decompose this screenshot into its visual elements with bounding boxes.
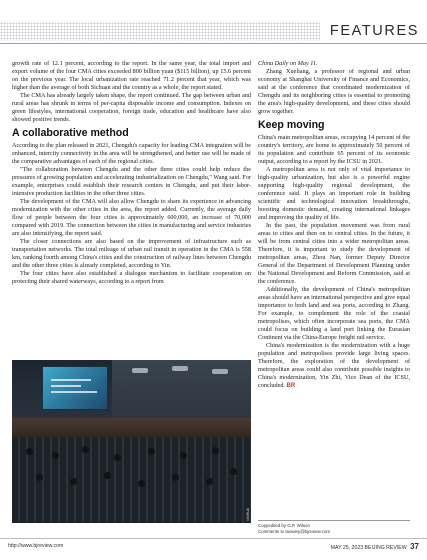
photo-seats: [12, 438, 251, 523]
header-rule: [0, 43, 427, 44]
page-number: 37: [410, 542, 419, 551]
end-mark: BR: [286, 383, 296, 389]
conference-photo: [12, 360, 251, 523]
copyeditor-credit: Copyedited by G.P. Wilson: [258, 523, 310, 528]
photo-light: [172, 366, 188, 371]
paragraph: The CMA has already largely taken shape, the report continued. The gap between urban and rural areas has shrunk in terms of per-capita disposable income and consumption. Indexes on green lifestyles, international cooperation, foreign trade, education and healthcare have also showed positive trends.: [12, 92, 251, 123]
photo-screen: [42, 366, 108, 410]
photo-credit: XINHUA: [246, 507, 250, 521]
issue-date: MAY 25, 2023 BEIJING REVIEW: [330, 545, 407, 551]
paragraph: China's main metropolitan areas, occupying 14 percent of the country's territory, are home to approximately 50 percent of its population and contribute 65 percent of its economic output, according to a report by the ICSU in 2021.: [258, 134, 410, 165]
comments-email[interactable]: Comments to taoweiy@bjreview.com: [258, 529, 331, 534]
paragraph: The development of the CMA will also allow Chengdu to share its experience in advancing modernization with the other cities in the area, the report added. Currently, the average daily flow of people between the four cities is approximately 600,000, an increase of 70,000 compared with 2019. The connection between the cities in manufacturing and service industries are also intensifying, the report said.: [12, 198, 251, 237]
photo-light: [212, 369, 228, 374]
paragraph: The four cities have also established a dialogue mechanism to facilitate cooperation on protecting their shared waterways, according to a report from: [12, 270, 251, 285]
left-column: [12, 60, 251, 286]
photo-light: [132, 368, 148, 373]
page-footer: [0, 538, 427, 552]
paragraph: growth rate of 12.1 percent, according to the report. In the same year, the total import and export volume of the four CMA cities exceeded 800 billion yuan ($115 billion), up 15.6 percent on the previous year. The local urbanization rate reached 71.2 percent that year, which was higher than the average of both Sichuan and the country as a whole, the report stated.: [12, 60, 251, 91]
website-link[interactable]: http://www.bjreview.com: [8, 543, 64, 549]
paragraph: A metropolitan area is not only of vital importance to high-quality urbanization, but also is a powerful engine supporting high-quality regional development, the conference said. It plays an important role in building scientific and technological innovation breakthroughs, boosting domestic demand, creating international linkages and improving the quality of life.: [258, 166, 410, 221]
paragraph: In the past, the population movement was from rural areas to cities and then on to central cities. In the future, it will be from central cities into a wider metropolitan areas. Therefore, it is important to study the development of metropolitan areas, Zhou Nan, former Deputy Director General of the Department of Development Planning under the National Development and Reform Commission, said at the conference.: [258, 222, 410, 285]
credits-box: [258, 520, 410, 535]
paragraph: Additionally, the development of China's metropolitan areas should have an international perspective and give equal importance to both land and sea ports, according to Zhang. For example, to complement the role of the coastal metropolises, which often incorporate sea ports, the CMA could focus on building a land port linking the Eurasian Continent via the China-Europe freight rail service.: [258, 286, 410, 341]
paragraph: [258, 342, 410, 390]
section-heading: Keep moving: [258, 119, 325, 131]
paragraph: The closer connections are also based on the improvement of infrastructure such as transportation networks. The total mileage of urban rail transit in operation in the CMA is 558 km, ranking fourth among China's cities and the construction of railway lines between Chengdu and the other three cities is already completed, according to Yin.: [12, 238, 251, 269]
publication-name: China Daily on May 11.: [258, 60, 318, 67]
photo-wall: [112, 360, 251, 420]
header-dot-pattern: [0, 22, 320, 41]
section-header: [0, 22, 427, 41]
paragraph: Zhang Xueliang, a professor of regional and urban economy at Shanghai University of Finance and Economics, said at the conference that coordinated modernization of Chengdu and its neighboring cities is essential to promoting the area's high-quality development, and these cities should grow together.: [258, 68, 410, 115]
photo-stage: [12, 418, 251, 438]
paragraph: [258, 60, 410, 68]
section-label: FEATURES: [329, 23, 419, 39]
paragraph-text: China's modernization is the modernization with a huge population and metropolises provide large living spaces. Therefore, the exploration of the development of metropolitan areas could also contribute possible insights to China's modernization, Yin Zhi, Vice Dean of the ICSU, concluded.: [258, 342, 410, 389]
paragraph: "The collaboration between Chengdu and the other three cities could help reduce the pressures of growing population and accelerating industrialization on Chengdu," Wang said. For example, enterprises could establish their research centers in Chengdu, and put their labor-intensive production facilities in the other three cities.: [12, 166, 251, 197]
right-column: [258, 60, 410, 390]
paragraph: According to the plan released in 2021, Chengdu's capacity for leading CMA integration will be enhanced, intercity connectivity in the area will be strengthened, and better use will be made of the comparative advantages of each of the regional cities.: [12, 142, 251, 165]
section-heading: A collaborative method: [12, 127, 129, 139]
footer-issue: [331, 542, 419, 551]
